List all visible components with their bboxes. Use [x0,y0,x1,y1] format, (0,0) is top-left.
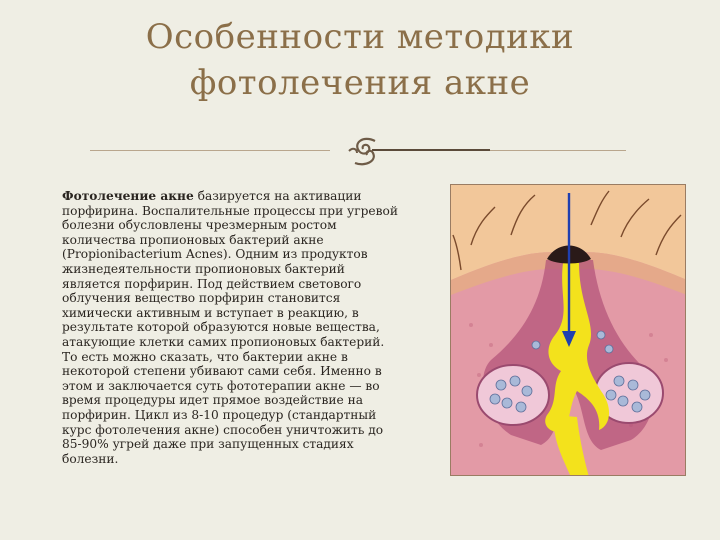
body-text: базируется на активации порфирина. Воспалительные процессы при угревой болезни обусловлены чрезмерным ростом количества пропионовых бактерий акне (Propionibacterium Acnes). Одним из продуктов жизнедеятельности пропионовых бактерий является порфирин. Под действием светового облучения вещество порфирин становится химически активным и вступает в реакцию, в результате которой образуются новые вещества, атакующие клетки самих пропионовых бактерий. То есть можно сказать, что бактерии акне в некоторой степени убивают сами себя. Именно в этом и заключается суть фототерапии акне — во время процедуры идет прямое воздействие на порфирин. Цикл из 8-10 процедур (стандартный курс фотолечения акне) способен уничтожить до 85-90% угрей даже при запущенных стадиях болезни. [62,189,398,466]
body-lead: Фотолечение акне [62,189,194,203]
title-divider-accent [372,149,490,151]
swirl-ornament-icon [345,133,385,169]
slide-title [130,14,590,106]
skin-pore-illustration [450,184,686,476]
body-paragraph [62,189,402,466]
title-line-2: фотолечения акне [189,63,531,103]
title-line-1: Особенности методики [145,17,575,57]
title-divider-left [90,150,330,151]
